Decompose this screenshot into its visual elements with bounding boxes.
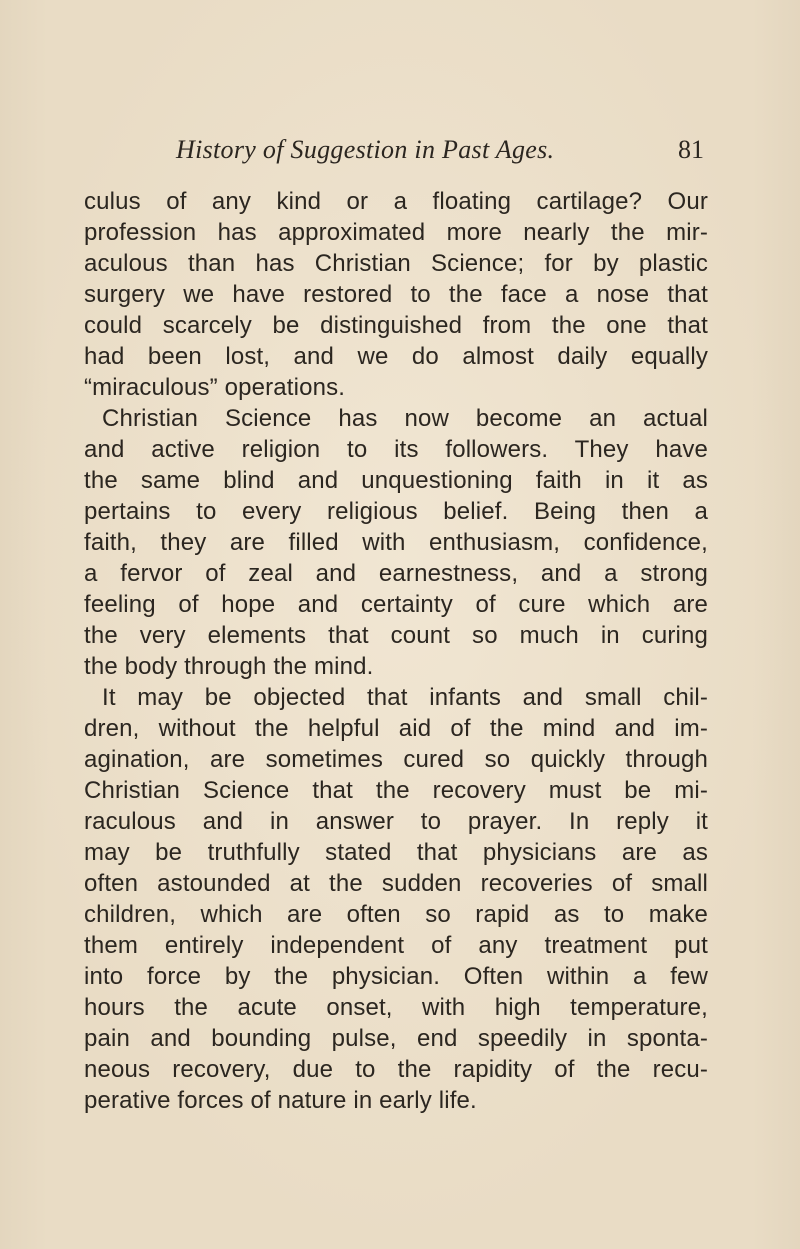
text-line: dren, without the helpful aid of the mind and im- [84,715,708,742]
text-line: profession has approximated more nearly the mir- [84,219,708,246]
text-line: culus of any kind or a floating cartilage? Our [84,188,708,215]
text-line: a fervor of zeal and earnestness, and a strong [84,560,708,587]
running-title: History of Suggestion in Past Ages. [176,135,555,164]
page-number: 81 [678,135,704,164]
text-line: perative forces of nature in early life. [84,1087,477,1114]
text-line: into force by the physician. Often within a few [84,963,708,990]
text-line: children, which are often so rapid as to make [84,901,708,928]
text-line: Christian Science has now become an actual [102,405,708,432]
text-line: often astounded at the sudden recoveries of small [84,870,708,897]
text-line: It may be objected that infants and small chil- [102,684,708,711]
text-line: pain and bounding pulse, end speedily in sponta- [84,1025,708,1052]
text-line: agination, are sometimes cured so quickly through [84,746,708,773]
text-line: pertains to every religious belief. Being then a [84,498,708,525]
text-line: raculous and in answer to prayer. In reply it [84,808,708,835]
paragraph-3 [84,682,708,1116]
text-line: hours the acute onset, with high temperature, [84,994,708,1021]
text-line: neous recovery, due to the rapidity of the recu- [84,1056,708,1083]
text-line: feeling of hope and certainty of cure which are [84,591,708,618]
text-line: could scarcely be distinguished from the one that [84,312,708,339]
text-line: aculous than has Christian Science; for by plastic [84,250,708,277]
text-line: them entirely independent of any treatment put [84,932,708,959]
text-line: the body through the mind. [84,653,374,680]
text-line: may be truthfully stated that physicians are as [84,839,708,866]
running-head [176,130,704,170]
text-line: the very elements that count so much in curing [84,622,708,649]
text-line: had been lost, and we do almost daily equally [84,343,708,370]
text-line: Christian Science that the recovery must be mi- [84,777,708,804]
paragraph-2 [84,403,708,682]
paragraph-1 [84,186,708,403]
text-line: surgery we have restored to the face a nose that [84,281,708,308]
text-line: “miraculous” operations. [84,374,346,401]
body-text [84,186,708,1116]
text-line: the same blind and unquestioning faith in it as [84,467,708,494]
text-line: and active religion to its followers. They have [84,436,708,463]
text-line: faith, they are filled with enthusiasm, confidence, [84,529,708,556]
